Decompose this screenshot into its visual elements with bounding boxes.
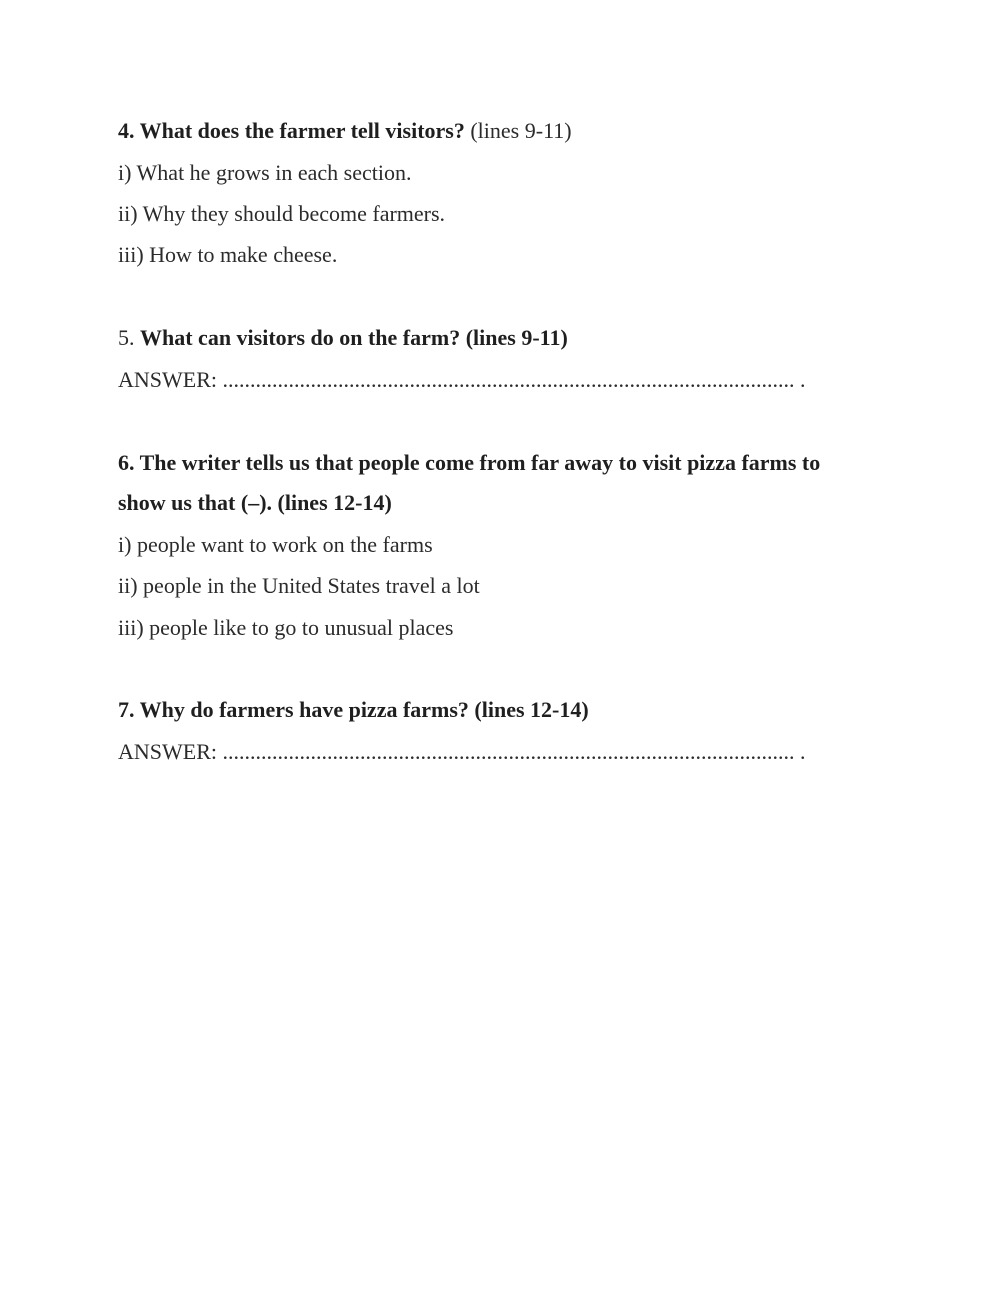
- question-6-heading-line-1: 6. The writer tells us that people come from far away to visit pizza farms to: [118, 450, 821, 475]
- question-4-option-3: iii) How to make cheese.: [118, 242, 338, 267]
- question-5-text: What can visitors do on the farm? (lines 9-11): [140, 325, 568, 350]
- question-5-number: 5.: [118, 325, 140, 350]
- question-4-text: 4. What does the farmer tell visitors?: [118, 118, 465, 143]
- question-4-option-1: i) What he grows in each section.: [118, 160, 412, 185]
- question-5-heading: [118, 324, 568, 352]
- question-7-answer-line: ANSWER: ........................................................................................................ .: [118, 739, 806, 764]
- question-6-heading-line-2: show us that (–). (lines 12-14): [118, 490, 392, 515]
- question-6-option-1: i) people want to work on the farms: [118, 532, 433, 557]
- question-7-heading: 7. Why do farmers have pizza farms? (lines 12-14): [118, 697, 589, 722]
- question-6-option-3: iii) people like to go to unusual places: [118, 615, 454, 640]
- question-4-option-2: ii) Why they should become farmers.: [118, 201, 446, 226]
- question-4-heading: [118, 117, 572, 145]
- question-4-lines-ref: (lines 9-11): [464, 118, 572, 143]
- question-6-option-2: ii) people in the United States travel a lot: [118, 573, 480, 598]
- question-5-answer-line: ANSWER: ........................................................................................................ .: [118, 367, 806, 392]
